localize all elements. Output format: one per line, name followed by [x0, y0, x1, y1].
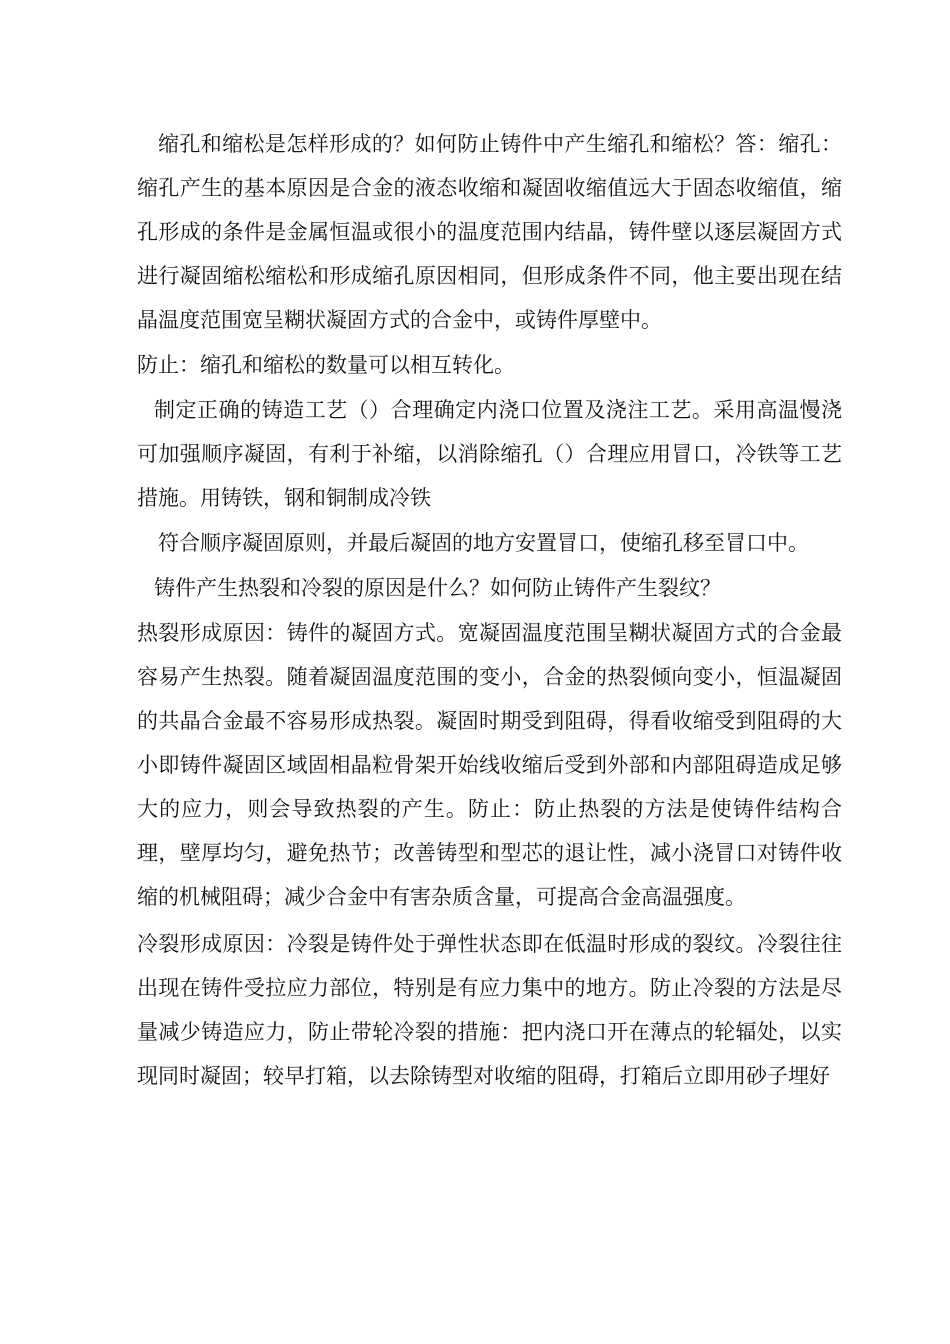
paragraph-prevention-intro: 防止：缩孔和缩松的数量可以相互转化。: [137, 353, 515, 377]
document-page: [137, 122, 842, 1098]
paragraph-crack-question: 铸件产生热裂和冷裂的原因是什么？如何防止铸件产生裂纹？: [154, 576, 721, 600]
paragraph-casting-process: 制定正确的铸造工艺（）合理确定内浇口位置及浇注工艺。采用高温慢浇可加强顺序凝固，有利于补缩，以消除缩孔（）合理应用冒口，冷铁等工艺措施。用铸铁，钢和铜制成冷铁: [137, 398, 842, 510]
paragraph-shrinkage-cavity: 缩孔和缩松是怎样形成的？如何防止铸件中产生缩孔和缩松？答：缩孔：缩孔产生的基本原因是合金的液态收缩和凝固收缩值远大于固态收缩值，缩孔形成的条件是金属恒温或很小的温度范围内结晶，铸件壁以逐层凝固方式进行凝固缩松缩松和形成缩孔原因相同，但形成条件不同，他主要出现在结晶温度范围宽呈糊状凝固方式的合金中，或铸件厚壁中。: [137, 132, 842, 332]
paragraph-hot-crack: 热裂形成原因：铸件的凝固方式。宽凝固温度范围呈糊状凝固方式的合金最容易产生热裂。随着凝固温度范围的变小，合金的热裂倾向变小，恒温凝固的共晶合金最不容易形成热裂。凝固时期受到阻碍，得看收缩受到阻碍的大小即铸件凝固区域固相晶粒骨架开始线收缩后受到外部和内部阻碍造成足够大的应力，则会导致热裂的产生。防止：防止热裂的方法是使铸件结构合理，壁厚均匀，避免热节；改善铸型和型芯的退让性，减小浇冒口对铸件收缩的机械阻碍；减少合金中有害杂质含量，可提高合金高温强度。: [137, 621, 842, 909]
paragraph-riser-placement: 符合顺序凝固原则，并最后凝固的地方安置冒口，使缩孔移至冒口中。: [158, 531, 809, 555]
paragraph-cold-crack: 冷裂形成原因：冷裂是铸件处于弹性状态即在低温时形成的裂纹。冷裂往往出现在铸件受拉应力部位，特别是有应力集中的地方。防止冷裂的方法是尽量减少铸造应力，防止带轮冷裂的措施：把内浇口开在薄点的轮辐处，以实现同时凝固；较早打箱，以去除铸型对收缩的阻碍，打箱后立即用砂子埋好: [137, 932, 842, 1088]
